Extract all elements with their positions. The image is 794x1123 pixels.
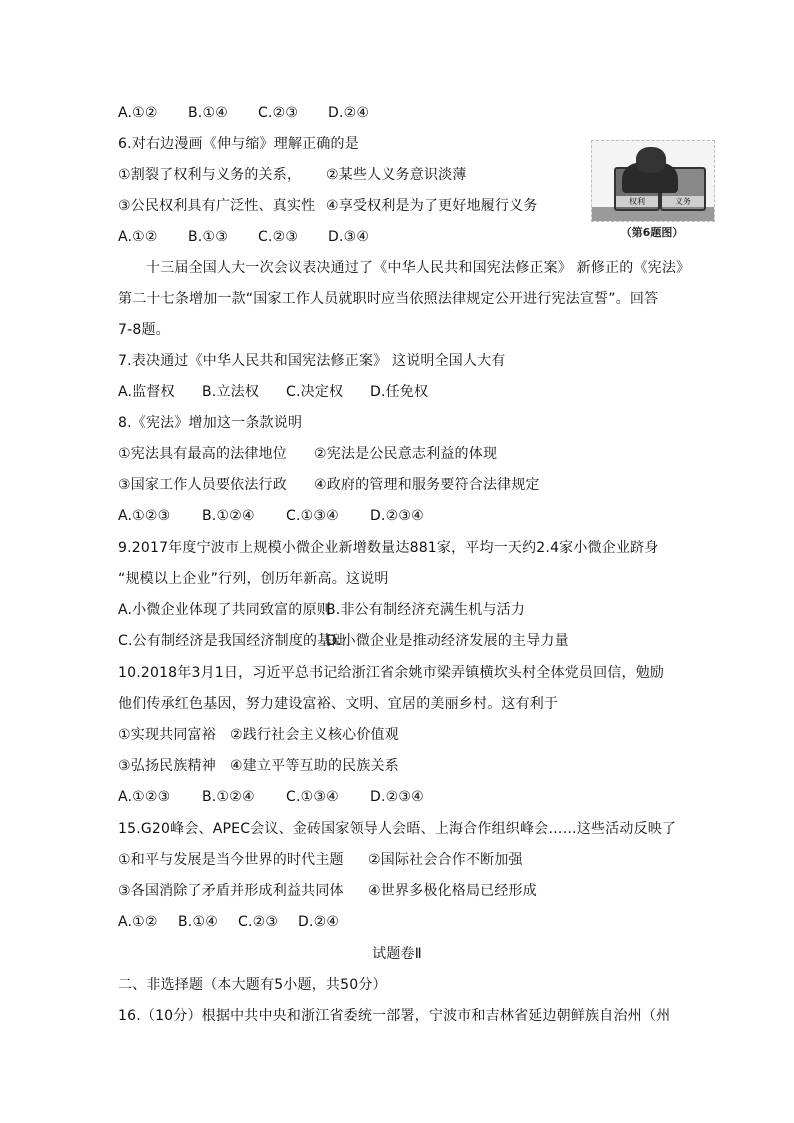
q15-items-row1: [118, 851, 523, 869]
q8-option-a: A.①②③: [118, 508, 171, 524]
q15-option-c: C.②③: [238, 914, 279, 930]
q8-options: [118, 507, 424, 525]
q5-option-a: A.①②: [118, 105, 158, 121]
q6-stem: 6.对右边漫画《伸与缩》理解正确的是: [118, 136, 359, 152]
q9-options-row1: [118, 601, 525, 619]
q9-stem-line-1: 9.2017年度宁波市上规模小微企业新增数量达881家，平均一天约2.4家小微企业跻身: [118, 540, 659, 556]
q9-options-row2: [118, 632, 569, 650]
q10-options: [118, 788, 424, 806]
q8-items-row2: [118, 476, 540, 494]
q15-item-2: ②国际社会合作不断加强: [368, 852, 523, 868]
q9-option-c: C.公有制经济是我国经济制度的基础: [118, 633, 346, 649]
section-title: 试题卷Ⅱ: [372, 946, 422, 962]
q7-option-a: A.监督权: [118, 384, 175, 400]
q6-item-3: ③公民权利具有广泛性、真实性: [118, 198, 316, 214]
q7-stem: 7.表决通过《中华人民共和国宪法修正案》 这说明全国人大有: [118, 353, 506, 369]
q10-option-a: A.①②③: [118, 789, 171, 805]
q8-option-b: B.①②④: [202, 508, 255, 524]
q15-option-a: A.①②: [118, 914, 158, 930]
q8-option-c: C.①③④: [286, 508, 339, 524]
passage-line-3: 7-8题。: [118, 322, 170, 338]
q5-option-d: D.②④: [328, 105, 370, 121]
q15-options: [118, 913, 339, 931]
q6-option-c: C.②③: [258, 229, 299, 245]
q15-items-row2: [118, 882, 537, 900]
q6-item-4: ④享受权利是为了更好地履行义务: [326, 198, 538, 214]
q5-option-b: B.①④: [188, 105, 228, 121]
cartoon-person-head: [636, 147, 666, 173]
q10-item-3: ③弘扬民族精神: [118, 758, 216, 774]
q10-option-b: B.①②④: [202, 789, 255, 805]
q10-item-4: ④建立平等互助的民族关系: [230, 758, 399, 774]
q5-options: [118, 104, 369, 122]
q15-option-d: D.②④: [298, 914, 340, 930]
q6-option-a: A.①②: [118, 229, 158, 245]
q10-item-1: ①实现共同富裕: [118, 727, 216, 743]
q6-options: [118, 228, 369, 246]
q8-stem: 8.《宪法》增加这一条款说明: [118, 415, 303, 431]
q6-option-d: D.③④: [328, 229, 370, 245]
q16-stem-line-1: 16.（10分）根据中共中央和浙江省委统一部署，宁波市和吉林省延边朝鲜族自治州（州: [118, 1008, 671, 1024]
q10-items-row2: [118, 757, 399, 775]
cartoon-duty-label: 义务: [662, 196, 704, 207]
q7-option-d: D.任免权: [370, 384, 429, 400]
q7-option-b: B.立法权: [202, 384, 260, 400]
q5-option-c: C.②③: [258, 105, 299, 121]
q8-item-3: ③国家工作人员要依法行政: [118, 477, 287, 493]
passage-line-2: 第二十七条增加一款“国家工作人员就职时应当依照法律规定公开进行宪法宣誓”。回答: [118, 291, 659, 307]
figure-caption: （第6题图）: [620, 226, 684, 239]
q10-option-c: C.①③④: [286, 789, 339, 805]
q10-stem-line-2: 他们传承红色基因，努力建设富裕、文明、宜居的美丽乡村。这有利于: [118, 696, 559, 712]
q15-item-1: ①和平与发展是当今世界的时代主题: [118, 852, 344, 868]
q15-option-b: B.①④: [178, 914, 218, 930]
q15-item-4: ④世界多极化格局已经形成: [368, 883, 537, 899]
q6-option-b: B.①③: [188, 229, 228, 245]
q6-item-1: ①割裂了权利与义务的关系，: [118, 167, 302, 183]
section-heading: 二、非选择题（本大题有5小题，共50分）: [118, 977, 387, 993]
q9-option-d: D.小微企业是推动经济发展的主导力量: [326, 633, 569, 649]
cartoon-image: [591, 140, 715, 222]
q15-stem: 15.G20峰会、APEC会议、金砖国家领导人会晤、上海合作组织峰会……这些活动反映了: [118, 821, 677, 837]
q9-option-a: A.小微企业体现了共同致富的原则: [118, 602, 331, 618]
q8-item-2: ②宪法是公民意志利益的体现: [314, 446, 498, 462]
q9-option-b: B.非公有制经济充满生机与活力: [326, 602, 526, 618]
q6-items-row2: [118, 197, 538, 215]
q6-cartoon-figure: [587, 136, 717, 244]
q8-items-row1: [118, 445, 497, 463]
passage-line-1: 十三届全国人大一次会议表决通过了《中华人民共和国宪法修正案》 新修正的《宪法》: [146, 260, 691, 276]
q10-items-row1: [118, 726, 399, 744]
q6-items-row1: [118, 166, 467, 184]
cartoon-rights-label: 权利: [616, 196, 658, 207]
q10-item-2: ②践行社会主义核心价值观: [230, 727, 399, 743]
q6-item-2: ②某些人义务意识淡薄: [326, 167, 467, 183]
q15-item-3: ③各国消除了矛盾并形成利益共同体: [118, 883, 344, 899]
q10-stem-line-1: 10.2018年3月1日，习近平总书记给浙江省余姚市梁弄镇横坎头村全体党员回信，勉励: [118, 665, 665, 681]
q10-option-d: D.②③④: [370, 789, 424, 805]
q8-option-d: D.②③④: [370, 508, 424, 524]
q9-stem-line-2: “规模以上企业”行列，创历年新高。这说明: [118, 571, 389, 587]
q8-item-1: ①宪法具有最高的法律地位: [118, 446, 287, 462]
q7-options: [118, 383, 428, 401]
q8-item-4: ④政府的管理和服务要符合法律规定: [314, 477, 540, 493]
q7-option-c: C.决定权: [286, 384, 344, 400]
